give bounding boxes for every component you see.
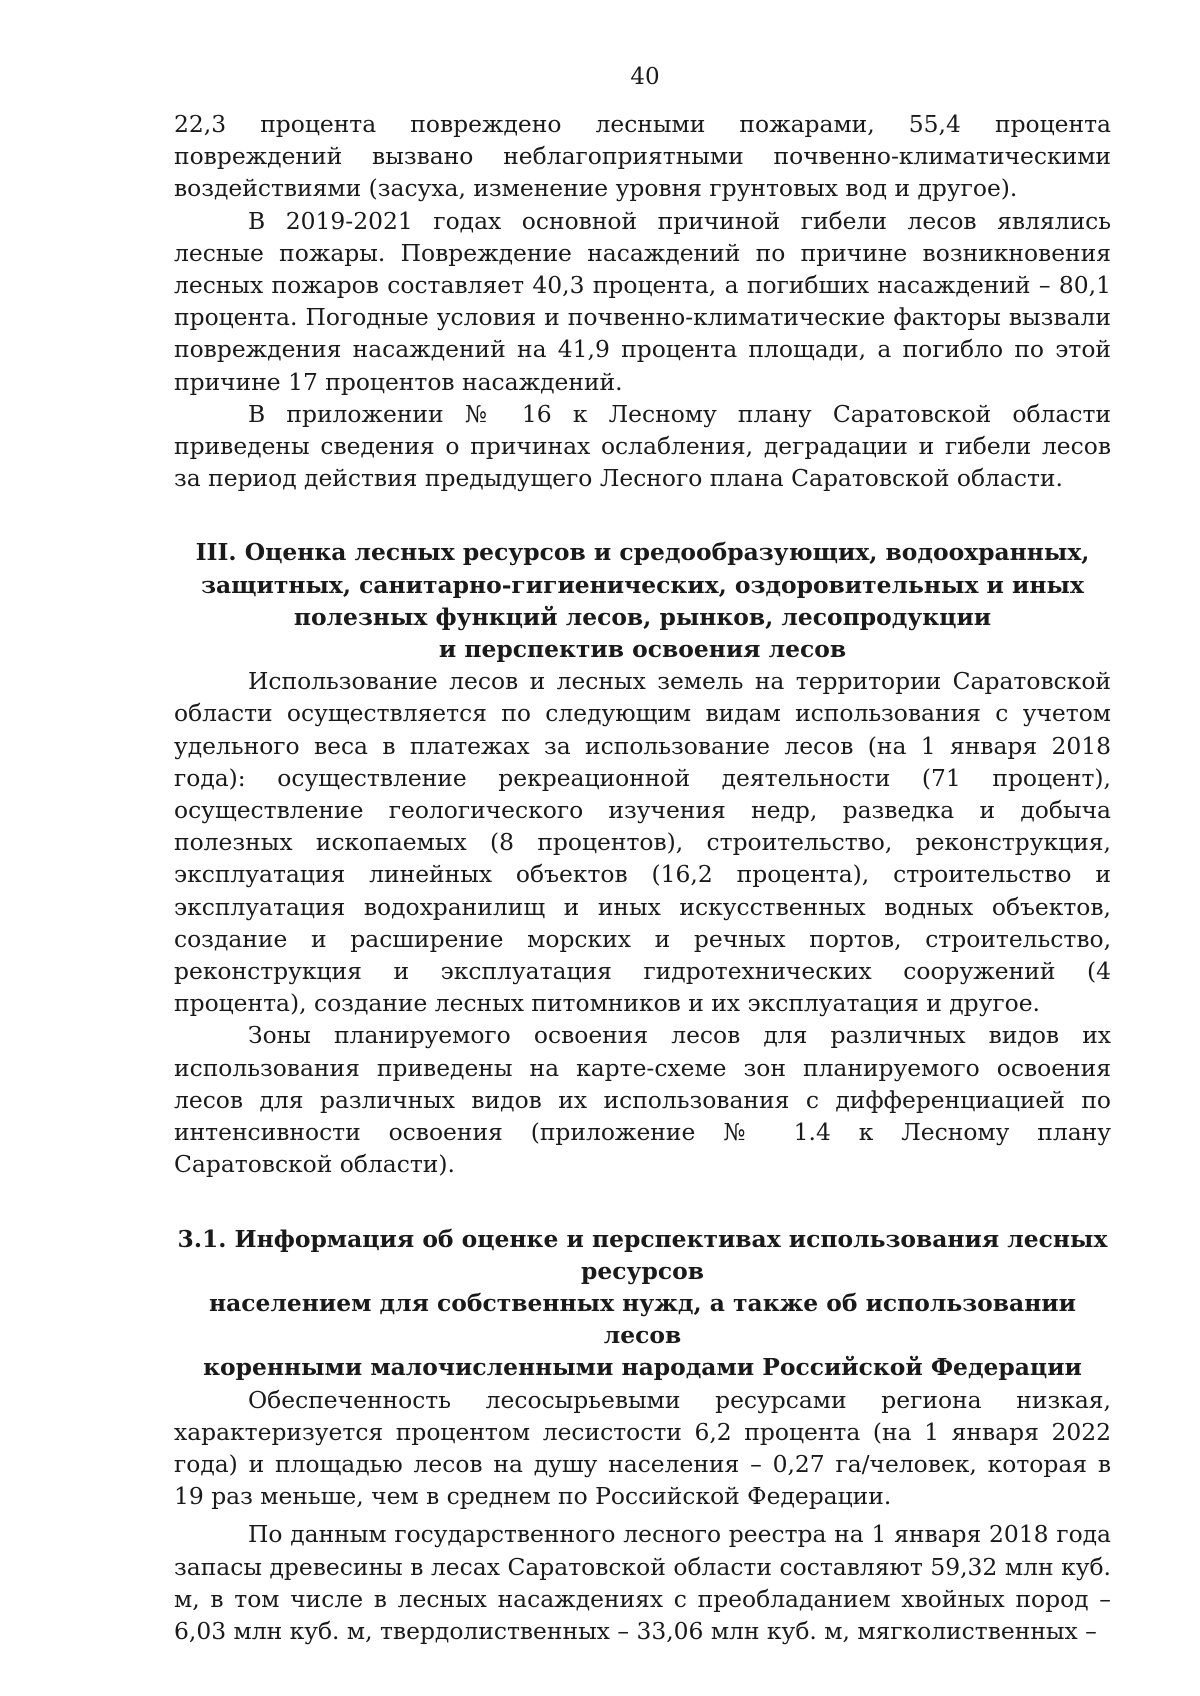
paragraph-forest-use-types: Использование лесов и лесных земель на территории Саратовской области осуществляется по следующим видам использования с учетом удельного веса в платежах за использование лесов (на 1 января 2018 года): осуществление рекреационной деятельности (71 процент), осуществление геологического изучения недр, разведка и добыча полезных ископаемых (8 процентов), строительство, реконструкция, эксплуатация линейных объектов (16,2 процента), строительство и эксплуатация водохранилищ и иных искусственных водных объектов, создание и расширение морских и речных портов, строительство, реконструкция и эксплуатация гидротехнических сооружений (4 процента), создание лесных питомников и их эксплуатация и другое.: [174, 667, 1111, 1018]
paragraph-fire-damage: 22,3 процента повреждено лесными пожарами, 55,4 процента повреждений вызвано неблагоприятными почвенно-климатическими воздействиями (засуха, изменение уровня грунтовых вод и другое).: [174, 110, 1111, 203]
section-heading-3-1-line: коренными малочисленными народами Российской Федерации: [203, 1353, 1082, 1382]
paragraph-timber-reserves: По данным государственного лесного реестра на 1 января 2018 года запасы древесины в лесах Саратовской области составляют 59,32 млн куб. м, в том числе в лесных насаждениях с преобладанием хвойных пород – 6,03 млн куб. м, твердолиственных – 33,06 млн куб. м, мягколиственных –: [174, 1520, 1111, 1645]
page-number: 40: [630, 64, 660, 90]
section-heading-3-1: [174, 1223, 1111, 1384]
page-body: [174, 108, 1111, 1647]
section-heading-3-line: защитных, санитарно-гигиенических, оздоровительных и иных: [201, 570, 1084, 599]
section-heading-3-line: III. Оценка лесных ресурсов и средообразующих, водоохранных,: [195, 538, 1090, 567]
paragraph-resource-availability: Обеспеченность лесосырьевыми ресурсами региона низкая, характеризуется процентом лесистости 6,2 процента (на 1 января 2022 года) и площадью лесов на душу населения – 0,27 га/человек, которая в 19 раз меньше, чем в среднем по Российской Федерации.: [174, 1385, 1111, 1511]
paragraph-appendix-16: В приложении № 16 к Лесному плану Саратовской области приведены сведения о причинах ослабления, деградации и гибели лесов за период действия предыдущего Лесного плана Саратовской области.: [174, 399, 1111, 493]
section-heading-3: [174, 536, 1111, 665]
paragraph-planned-zones: Зоны планируемого освоения лесов для различных видов их использования приведены на карте-схеме зон планируемого освоения лесов для различных видов их использования с дифференциацией по интенсивности освоения (приложение № 1.4 к Лесному плану Саратовской области).: [174, 1021, 1111, 1179]
section-heading-3-line: полезных функций лесов, рынков, лесопродукции: [293, 602, 992, 631]
paragraph-forest-death-causes: В 2019-2021 годах основной причиной гибели лесов являлись лесные пожары. Повреждение насаждений по причине возникновения лесных пожаров составляет 40,3 процента, а погибших насаждений – 80,1 процента. Погодные условия и почвенно-климатические факторы вызвали повреждения насаждений на 41,9 процента площади, а погибло по этой причине 17 процентов насаждений.: [174, 206, 1111, 396]
section-heading-3-1-line: населением для собственных нужд, а также об использовании лесов: [208, 1288, 1077, 1350]
section-heading-3-line: и перспектив освоения лесов: [438, 635, 847, 664]
section-heading-3-1-line: 3.1. Информация об оценке и перспективах использования лесных ресурсов: [177, 1224, 1108, 1285]
